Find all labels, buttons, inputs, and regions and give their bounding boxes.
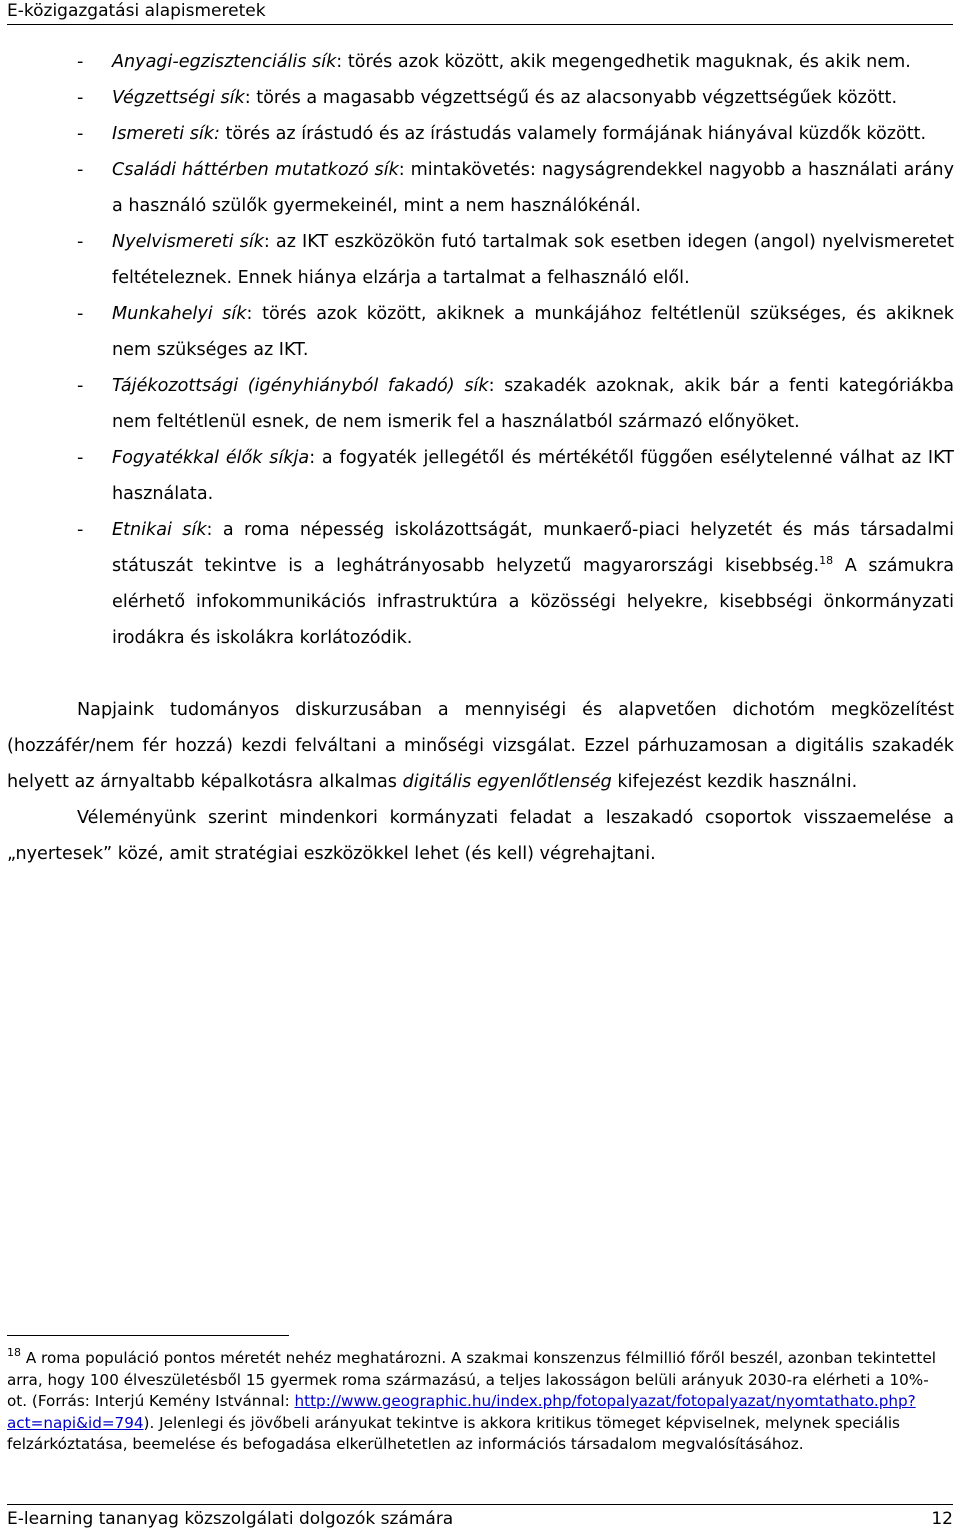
page-number: 12	[931, 1509, 953, 1529]
list-item: - Ismereti sík: törés az írástudó és az írástudás valamely formájának hiányával küzdők között.	[77, 124, 927, 144]
list-item: - Tájékozottsági (igényhiányból fakadó) sík: szakadék azoknak, akik bár a fenti kategóriákba nem feltétlenül esnek, de nem ismerik fel a használatból származó előnyöket.	[77, 376, 954, 432]
list-item: - Fogyatékkal élők síkja: a fogyaték jellegétől és mértékétől függően esélytelenné válhat az IKT használata.	[77, 448, 954, 504]
list-item: - Családi háttérben mutatkozó sík: mintakövetés: nagyságrendekkel nagyobb a használati arány a használó szülők gyermekeinél, mint a nem használókénál.	[77, 160, 954, 216]
item-term: Etnikai sík	[112, 520, 207, 540]
item-term: Anyagi-egzisztenciális sík	[112, 52, 337, 72]
item-text: : szakadék azoknak, akik bár a fenti kategóriákba nem feltétlenül esnek, de nem ismerik fel a használatból származó előnyöket.	[112, 376, 954, 432]
list-item: - Anyagi-egzisztenciális sík: törés azok között, akik megengedhetik maguknak, és akik nem.	[77, 52, 911, 72]
header-title: E-közigazgatási alapismeretek	[7, 1, 266, 21]
item-term: Fogyatékkal élők síkja	[112, 448, 310, 468]
item-term: Családi háttérben mutatkozó sík	[112, 160, 399, 180]
list-item: - Végzettségi sík: törés a magasabb végzettségű és az alacsonyabb végzettségűek között.	[77, 88, 898, 108]
item-text: : a fogyaték jellegétől és mértékétől függően esélytelenné válhat az IKT használata.	[112, 448, 954, 504]
body-paragraph: Véleményünk szerint mindenkori kormányzati feladat a leszakadó csoportok visszaemelése a „nyertesek” közé, amit stratégiai eszközökkel lehet (és kell) végrehajtani.	[7, 808, 954, 864]
list-item: - Etnikai sík: a roma népesség iskolázottságát, munkaerő-piaci helyzetét és más társadalmi státuszát tekintve is a leghátrányosabb helyzetű magyarországi kisebbség.$^{18}$ A számukra elérhető infokommunikációs infrastruktúra a közösségi helyekre, kisebbségi önkormányzati irodákra és iskolákra korlátozódik.	[77, 520, 955, 648]
spacer	[7, 656, 954, 692]
footnote-number: 18	[7, 1346, 21, 1359]
list-item: - Nyelvismereti sík: az IKT eszközökön futó tartalmak sok esetben idegen (angol) nyelvismeretet feltételeznek. Ennek hiánya elzárja a tartalmat a felhasználó elől.	[77, 232, 954, 288]
bullet-list	[7, 44, 954, 656]
page-header	[7, 0, 953, 25]
item-text: : a roma népesség iskolázottságát, munkaerő-piaci helyzetét és más társadalmi státuszát tekintve is a leghátrányosabb helyzetű magyarországi kisebbség.	[112, 520, 955, 576]
item-term: Nyelvismereti sík	[112, 232, 264, 252]
footnote-link[interactable]: http://www.geographic.hu/index.php/fotopalyazat/fotopalyazat/nyomtathato.php?act=napi&id=794	[7, 1392, 916, 1432]
item-text-continued: A számukra elérhető infokommunikációs infrastruktúra a közösségi helyekre, kisebbségi önkormányzati irodákra és iskolákra korlátozódik.	[112, 556, 954, 648]
item-term: Ismereti sík:	[112, 124, 220, 144]
item-term: Tájékozottsági (igényhiányból fakadó) sík	[112, 376, 489, 396]
main-content	[7, 44, 954, 872]
paragraph-text: Napjaink tudományos diskurzusában a mennyiségi és alapvetően dichotóm megközelítést (hozzáfér/nem fér hozzá) kezdi felváltani a minőségi vizsgálat. Ezzel párhuzamosan a digitális szakadék helyett az árnyaltabb képalkotásra alkalmas	[7, 700, 954, 792]
page-footer	[7, 1504, 953, 1533]
list-item: - Munkahelyi sík: törés azok között, akiknek a munkájához feltétlenül szükséges, és akiknek nem szükséges az IKT.	[77, 304, 954, 360]
item-term: Végzettségi sík	[112, 88, 245, 108]
item-term: Munkahelyi sík	[112, 304, 247, 324]
footnote	[7, 1348, 947, 1456]
footnote-reference[interactable]: 18	[819, 554, 834, 567]
paragraph-text-end: kifejezést kezdik használni.	[611, 772, 858, 792]
item-text: : az IKT eszközökön futó tartalmak sok esetben idegen (angol) nyelvismeretet feltételeznek. Ennek hiánya elzárja a tartalmat a felhasználó elől.	[112, 232, 954, 288]
item-text: : törés azok között, akiknek a munkájához feltétlenül szükséges, és akiknek nem szükséges az IKT.	[112, 304, 954, 360]
item-text: : mintakövetés: nagyságrendekkel nagyobb a használati arány a használó szülők gyermekeinél, mint a nem használókénál.	[112, 160, 954, 216]
item-text: : törés a magasabb végzettségű és az alacsonyabb végzettségűek között.	[244, 88, 898, 108]
emphasized-term: digitális egyenlőtlenség	[402, 772, 612, 792]
item-text: : törés azok között, akik megengedhetik maguknak, és akik nem.	[336, 52, 911, 72]
item-text: törés az írástudó és az írástudás valamely formájának hiányával küzdők között.	[219, 124, 927, 144]
footnote-text: A roma populáció pontos méretét nehéz meghatározni. A szakmai konszenzus félmillió főről beszél, azonban tekintettel arra, hogy 100 élveszületésből 15 gyermek roma származású, a teljes lakosságon belüli arányuk 2030-ra elérheti a 10%-ot. (Forrás: Interjú Kemény Istvánnal:	[7, 1349, 937, 1410]
footnote-text-end: ). Jelenlegi és jövőbeli arányukat tekintve is akkora kritikus tömeget képviselnek, melynek speciális felzárkóztatása, beemelése és befogadása elkerülhetetlen az információs társadalom megvalósításához.	[7, 1413, 900, 1453]
footer-text: E-learning tananyag közszolgálati dolgozók számára	[7, 1509, 454, 1529]
footnote-separator	[7, 1335, 289, 1336]
body-paragraph	[7, 692, 954, 800]
